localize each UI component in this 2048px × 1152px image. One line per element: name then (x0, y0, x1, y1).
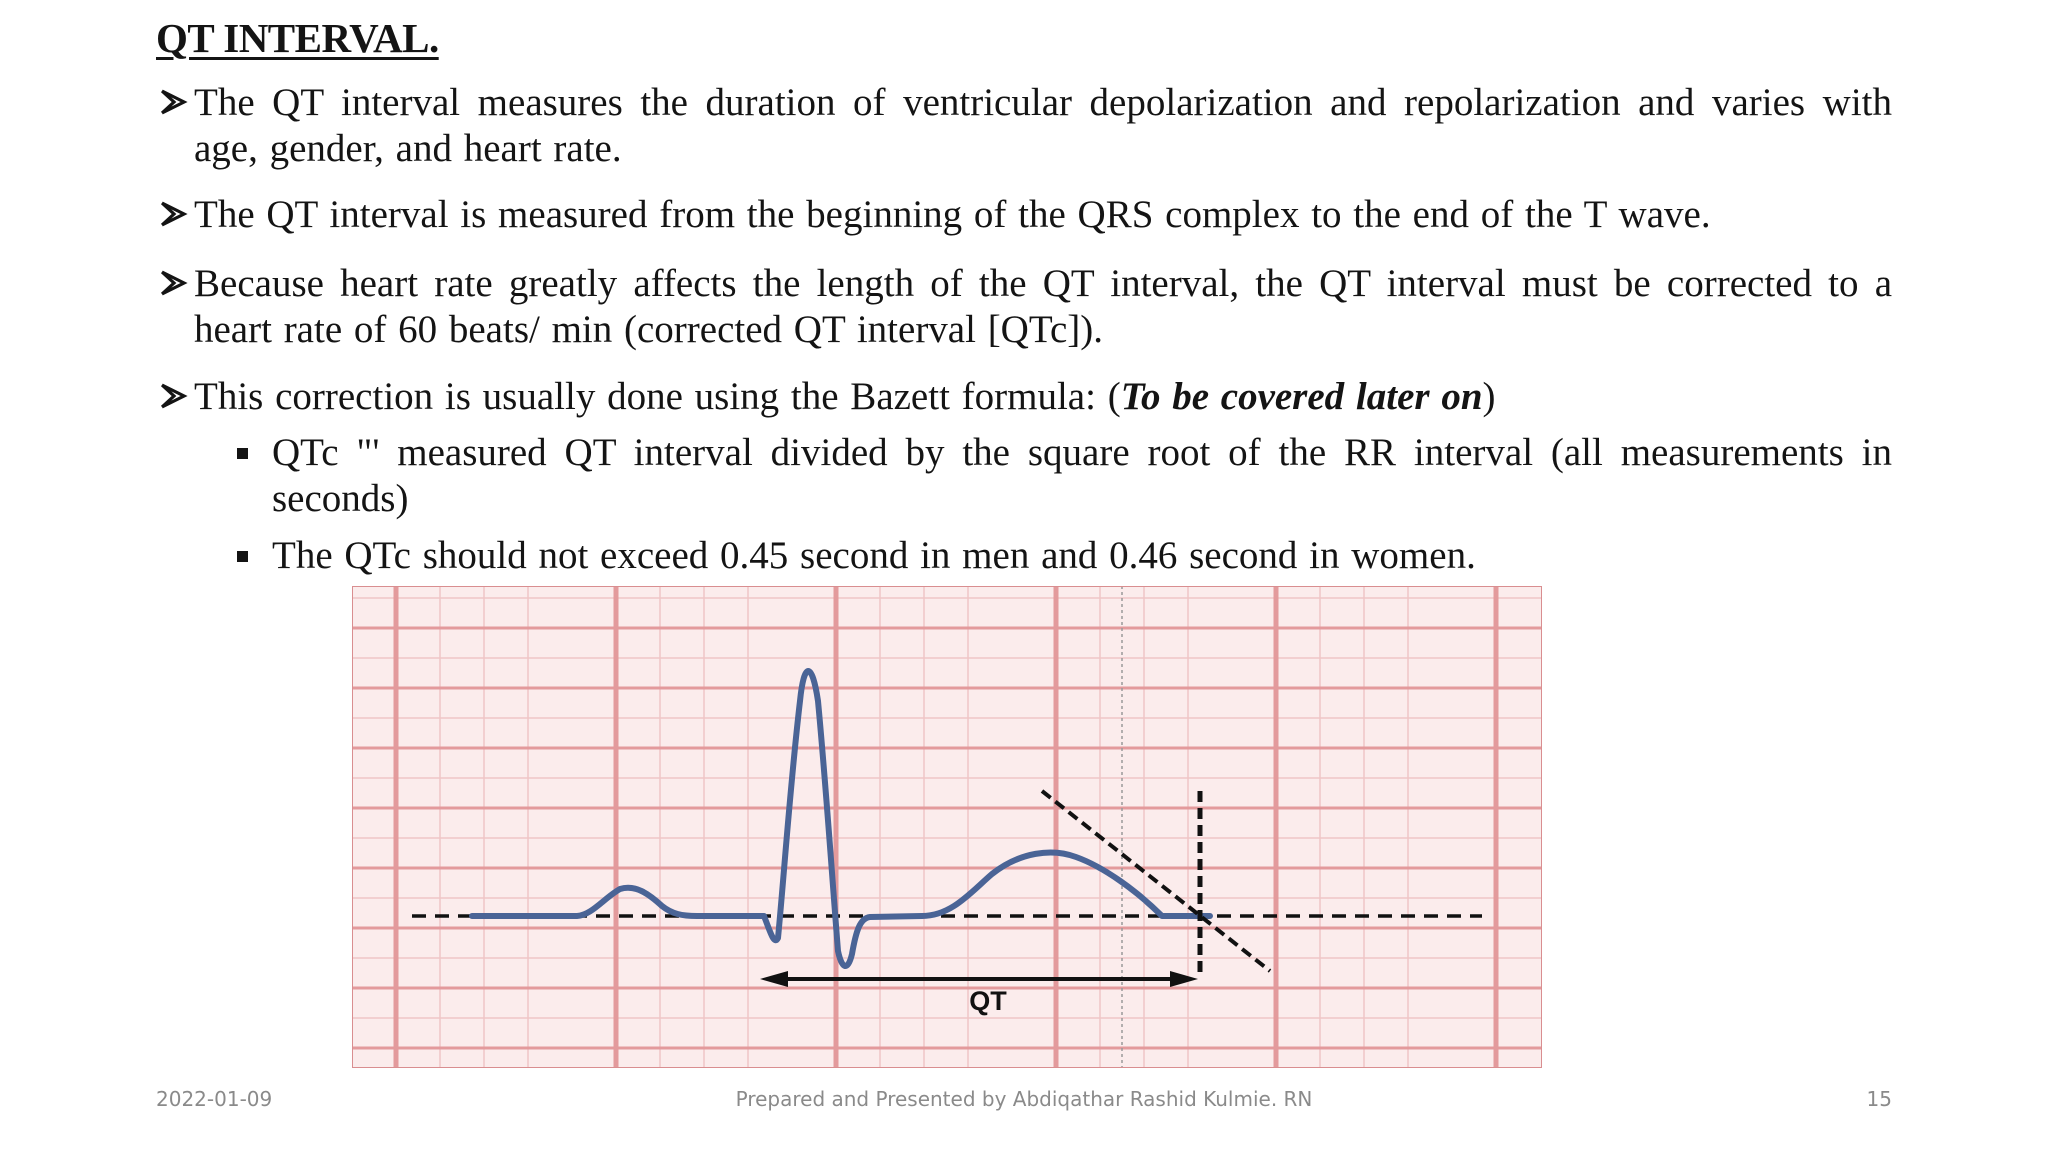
qt-label: QT (969, 986, 1007, 1016)
footer-author: Prepared and Presented by Abdiqathar Rashid Kulmie. RN (735, 1087, 1313, 1111)
bullet-text (194, 374, 1892, 420)
arrow-bullet-icon (156, 261, 194, 307)
bullet-text: The QT interval measures the duration of ventricular depolarization and repolarization and varies with age, gender, and heart rate. (194, 81, 1892, 170)
slide-title: QT INTERVAL. (156, 15, 439, 61)
ecg-qt-diagram (352, 586, 1542, 1068)
sub-bullet-text: QTc "' measured QT interval divided by the square root of the RR interval (all measurements in seconds) (272, 431, 1892, 520)
bullet-item (156, 192, 1892, 238)
arrow-bullet-icon (156, 192, 194, 238)
sub-bullet-text: The QTc should not exceed 0.45 second in men and 0.46 second in women. (272, 534, 1476, 577)
bullet-item (156, 261, 1892, 353)
sub-bullet-item (234, 533, 1892, 579)
bullet-text: Because heart rate greatly affects the length of the QT interval, the QT interval must be corrected to a heart rate of 60 beats/ min (corrected QT interval [QTc]). (194, 262, 1892, 351)
bullet-text-lead: This correction is usually done using the Bazett formula: ( (194, 375, 1121, 418)
bullet-item (156, 80, 1892, 172)
bullet-item (156, 374, 1892, 420)
square-bullet-icon (237, 551, 248, 562)
bullet-text-tail: ) (1482, 375, 1496, 418)
arrow-bullet-icon (156, 80, 194, 126)
footer-date: 2022-01-09 (156, 1087, 273, 1111)
square-bullet-icon (237, 448, 248, 459)
sub-bullet-item (234, 430, 1892, 522)
bullet-emphasis: To be covered later on (1120, 375, 1483, 418)
bullet-text: The QT interval is measured from the beginning of the QRS complex to the end of the T wave. (194, 193, 1711, 236)
arrow-bullet-icon (156, 374, 194, 420)
footer-page-number: 15 (1866, 1087, 1892, 1111)
